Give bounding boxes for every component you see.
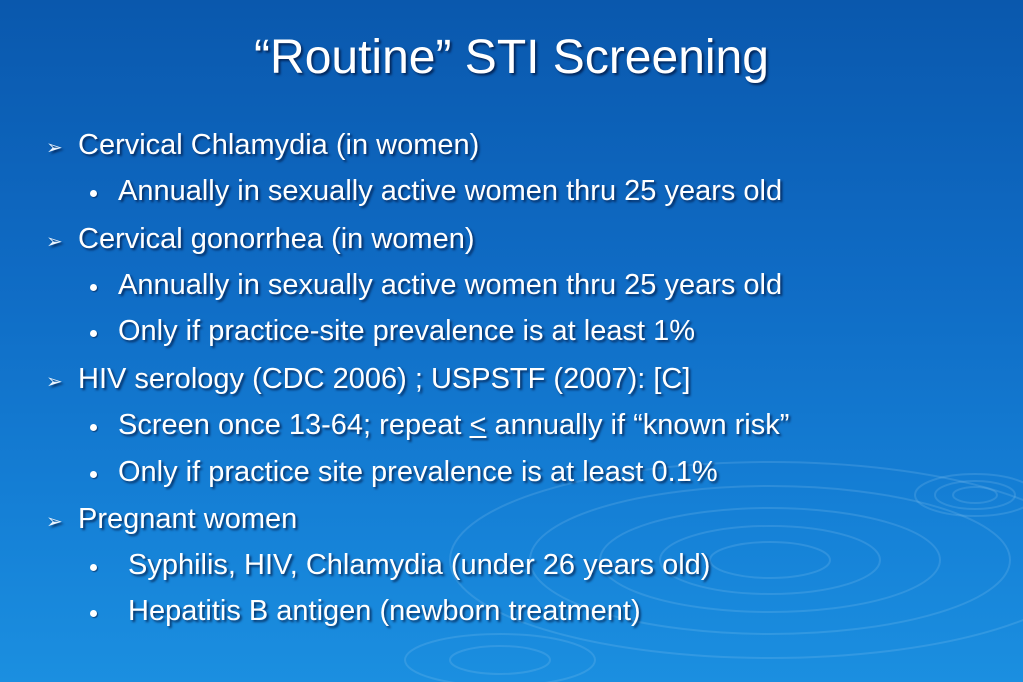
slide-title: “Routine” STI Screening: [254, 31, 769, 84]
arrow-bullet-icon: ➢: [46, 137, 63, 159]
list-item-text: Screen once 13-64; repeat < annually if “known risk”: [118, 409, 790, 441]
list-item-text: Annually in sexually active women thru 25 years old: [118, 175, 783, 207]
list-item: [90, 594, 641, 629]
list-item-text: Only if practice site prevalence is at least 0.1%: [118, 456, 718, 488]
list-item: [46, 502, 297, 537]
list-item: [46, 128, 479, 163]
arrow-bullet-icon: ➢: [46, 371, 63, 393]
arrow-bullet-icon: ➢: [46, 511, 63, 533]
list-item-text: Annually in sexually active women thru 25 years old: [118, 269, 783, 301]
list-item: [90, 408, 789, 443]
list-item-text: Only if practice-site prevalence is at least 1%: [118, 315, 696, 347]
less-than-or-equal-symbol: <: [469, 409, 487, 441]
list-item: [46, 222, 475, 257]
list-item-text: Hepatitis B antigen (newborn treatment): [128, 595, 641, 627]
list-item: [90, 455, 718, 490]
dot-bullet-icon: [90, 330, 97, 337]
dot-bullet-icon: [90, 284, 97, 291]
list-item: [90, 268, 782, 303]
dot-bullet-icon: [90, 564, 97, 571]
list-item: [90, 314, 695, 349]
list-item: [46, 362, 690, 397]
list-item-text: Pregnant women: [78, 503, 298, 535]
list-item-text: Cervical gonorrhea (in women): [78, 223, 475, 255]
list-item: [90, 174, 782, 209]
list-item-text: Cervical Chlamydia (in women): [78, 129, 480, 161]
list-item: [90, 548, 710, 583]
list-item-text: HIV serology (CDC 2006) ; USPSTF (2007): [C]: [78, 363, 691, 395]
dot-bullet-icon: [90, 610, 97, 617]
dot-bullet-icon: [90, 424, 97, 431]
dot-bullet-icon: [90, 471, 97, 478]
arrow-bullet-icon: ➢: [46, 231, 63, 253]
list-item-text: Syphilis, HIV, Chlamydia (under 26 years old): [128, 549, 711, 581]
dot-bullet-icon: [90, 190, 97, 197]
